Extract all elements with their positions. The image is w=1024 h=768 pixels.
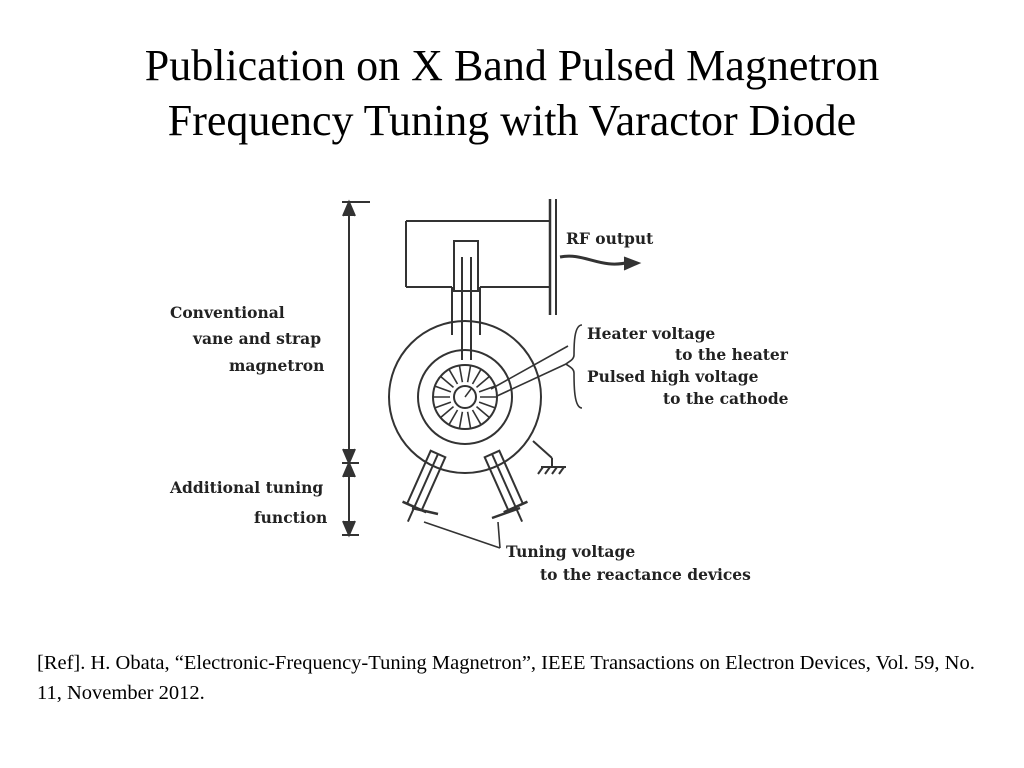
- anode-vane: [477, 407, 490, 418]
- anode-vane: [473, 369, 482, 384]
- anode-vane: [441, 376, 454, 387]
- anode-vane: [479, 402, 495, 408]
- dimension-bracket: [342, 202, 370, 535]
- anode-vane: [435, 402, 451, 408]
- anode-vane: [449, 369, 458, 384]
- conventional-label-line-1: Conventional: [170, 303, 285, 322]
- anode-vane: [477, 376, 490, 387]
- anode-vane: [441, 407, 454, 418]
- leader-lines: [424, 256, 640, 548]
- anode-vane: [449, 410, 458, 425]
- heater-label-line-1: Heater voltage: [587, 324, 716, 343]
- additional-label-line-2: function: [254, 508, 328, 527]
- conventional-label-line-2: vane and strap: [193, 329, 322, 348]
- additional-label-line-1: Additional tuning: [170, 478, 324, 497]
- heater-label-line-2: to the heater: [675, 345, 788, 364]
- rf-waveguide: [406, 199, 556, 360]
- pulsed-label-line-1: Pulsed high voltage: [587, 367, 759, 386]
- tuning-label-line-1: Tuning voltage: [506, 542, 636, 561]
- title-line-2: Frequency Tuning with Varactor Diode: [167, 96, 857, 145]
- anode-vane: [473, 410, 482, 425]
- reference-citation: [Ref]. H. Obata, “Electronic-Frequency-Tuning Magnetron”, IEEE Transactions on Electron Devices, Vol. 59, No. 11, November 2012.: [37, 652, 975, 704]
- anode-vane: [468, 412, 471, 429]
- conventional-label-line-3: magnetron: [229, 356, 325, 375]
- anode-vane: [435, 386, 451, 392]
- anode-vane: [459, 412, 462, 429]
- anode-vane: [479, 386, 495, 392]
- tuning-arms: [396, 449, 534, 527]
- pulsed-label-line-2: to the cathode: [663, 389, 789, 408]
- magnetron-body: [389, 321, 541, 473]
- rf-output-label: RF output: [566, 229, 654, 248]
- ground-symbol: [533, 441, 566, 474]
- title-line-1: Publication on X Band Pulsed Magnetron: [144, 41, 880, 90]
- anode-vane: [468, 366, 471, 383]
- anode-vane: [459, 366, 462, 383]
- tuning-label-line-2: to the reactance devices: [540, 565, 751, 584]
